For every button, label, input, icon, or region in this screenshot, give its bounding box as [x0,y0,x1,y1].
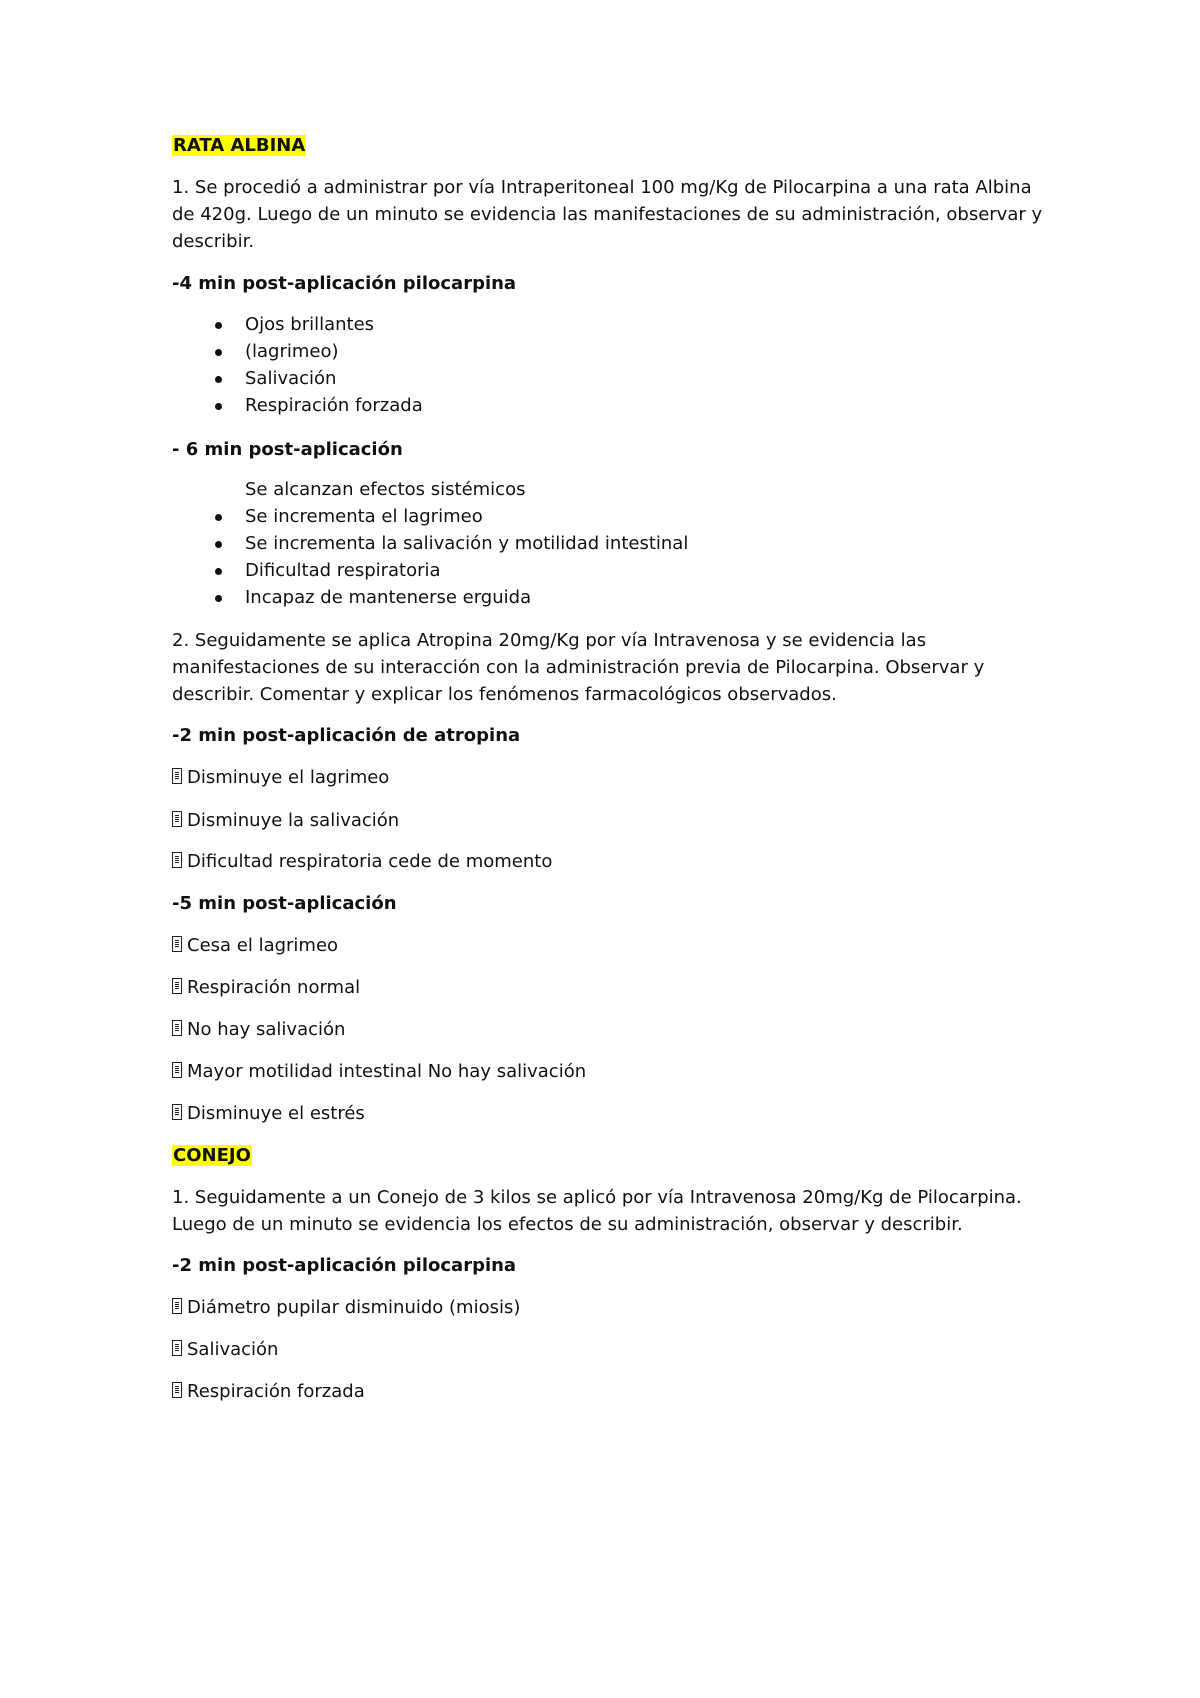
bullet-dot-icon [215,514,222,521]
list-item: Disminuye el estrés [172,1100,365,1128]
subheading: -4 min post-aplicación pilocarpina [172,273,517,294]
paragraph-line: describir. Comentar y explicar los fenómenos farmacológicos observados. [172,684,837,705]
bullet-dot-icon [215,322,222,329]
list-item: No hay salivación [172,1016,345,1044]
list-item: Disminuye el lagrimeo [172,764,389,792]
bullet-dot-icon [215,595,222,602]
section-heading-rata-albina: RATA ALBINA [173,135,306,156]
missing-glyph-box-icon [172,1020,182,1036]
missing-glyph-box-icon [172,852,182,868]
paragraph-line: 2. Seguidamente se aplica Atropina 20mg/Kg por vía Intravenosa y se evidencia las [172,630,927,651]
missing-glyph-box-icon [172,936,182,952]
section-heading-conejo: CONEJO [173,1145,251,1166]
paragraph-line: describir. [172,231,255,252]
list-item: Respiración normal [172,974,360,1002]
missing-glyph-box-icon [172,1298,182,1314]
bullet-dot-icon [215,541,222,548]
bullet-dot-icon [215,568,222,575]
bullet-dot-icon [215,403,222,410]
subheading: - 6 min post-aplicación [172,439,403,460]
missing-glyph-box-icon [172,978,182,994]
missing-glyph-box-icon [172,1382,182,1398]
paragraph-line: Luego de un minuto se evidencia los efectos de su administración, observar y describir. [172,1214,963,1235]
bullet-dot-icon [215,376,222,383]
missing-glyph-box-icon [172,1340,182,1356]
missing-glyph-box-icon [172,768,182,784]
list-item: Diámetro pupilar disminuido (miosis) [172,1294,520,1322]
list-item: Disminuye la salivación [172,807,399,835]
list-item: Dificultad respiratoria cede de momento [172,848,552,876]
paragraph-line: 1. Seguidamente a un Conejo de 3 kilos se aplicó por vía Intravenosa 20mg/Kg de Pilocarpina. [172,1187,1022,1208]
list-item: Salivación [172,1336,278,1364]
subheading: -2 min post-aplicación de atropina [172,725,521,746]
missing-glyph-box-icon [172,811,182,827]
paragraph-line: de 420g. Luego de un minuto se evidencia las manifestaciones de su administración, observar y [172,204,1043,225]
bullet-dot-icon [215,349,222,356]
paragraph-line: manifestaciones de su interacción con la administración previa de Pilocarpina. Observar y [172,657,985,678]
paragraph-line: 1. Se procedió a administrar por vía Intraperitoneal 100 mg/Kg de Pilocarpina a una rata Albina [172,177,1032,198]
list-item: Cesa el lagrimeo [172,932,338,960]
missing-glyph-box-icon [172,1062,182,1078]
subheading: -2 min post-aplicación pilocarpina [172,1255,517,1276]
missing-glyph-box-icon [172,1104,182,1120]
subheading: -5 min post-aplicación [172,893,397,914]
list-item: Mayor motilidad intestinal No hay salivación [172,1058,586,1086]
list-item: Respiración forzada [172,1378,365,1406]
